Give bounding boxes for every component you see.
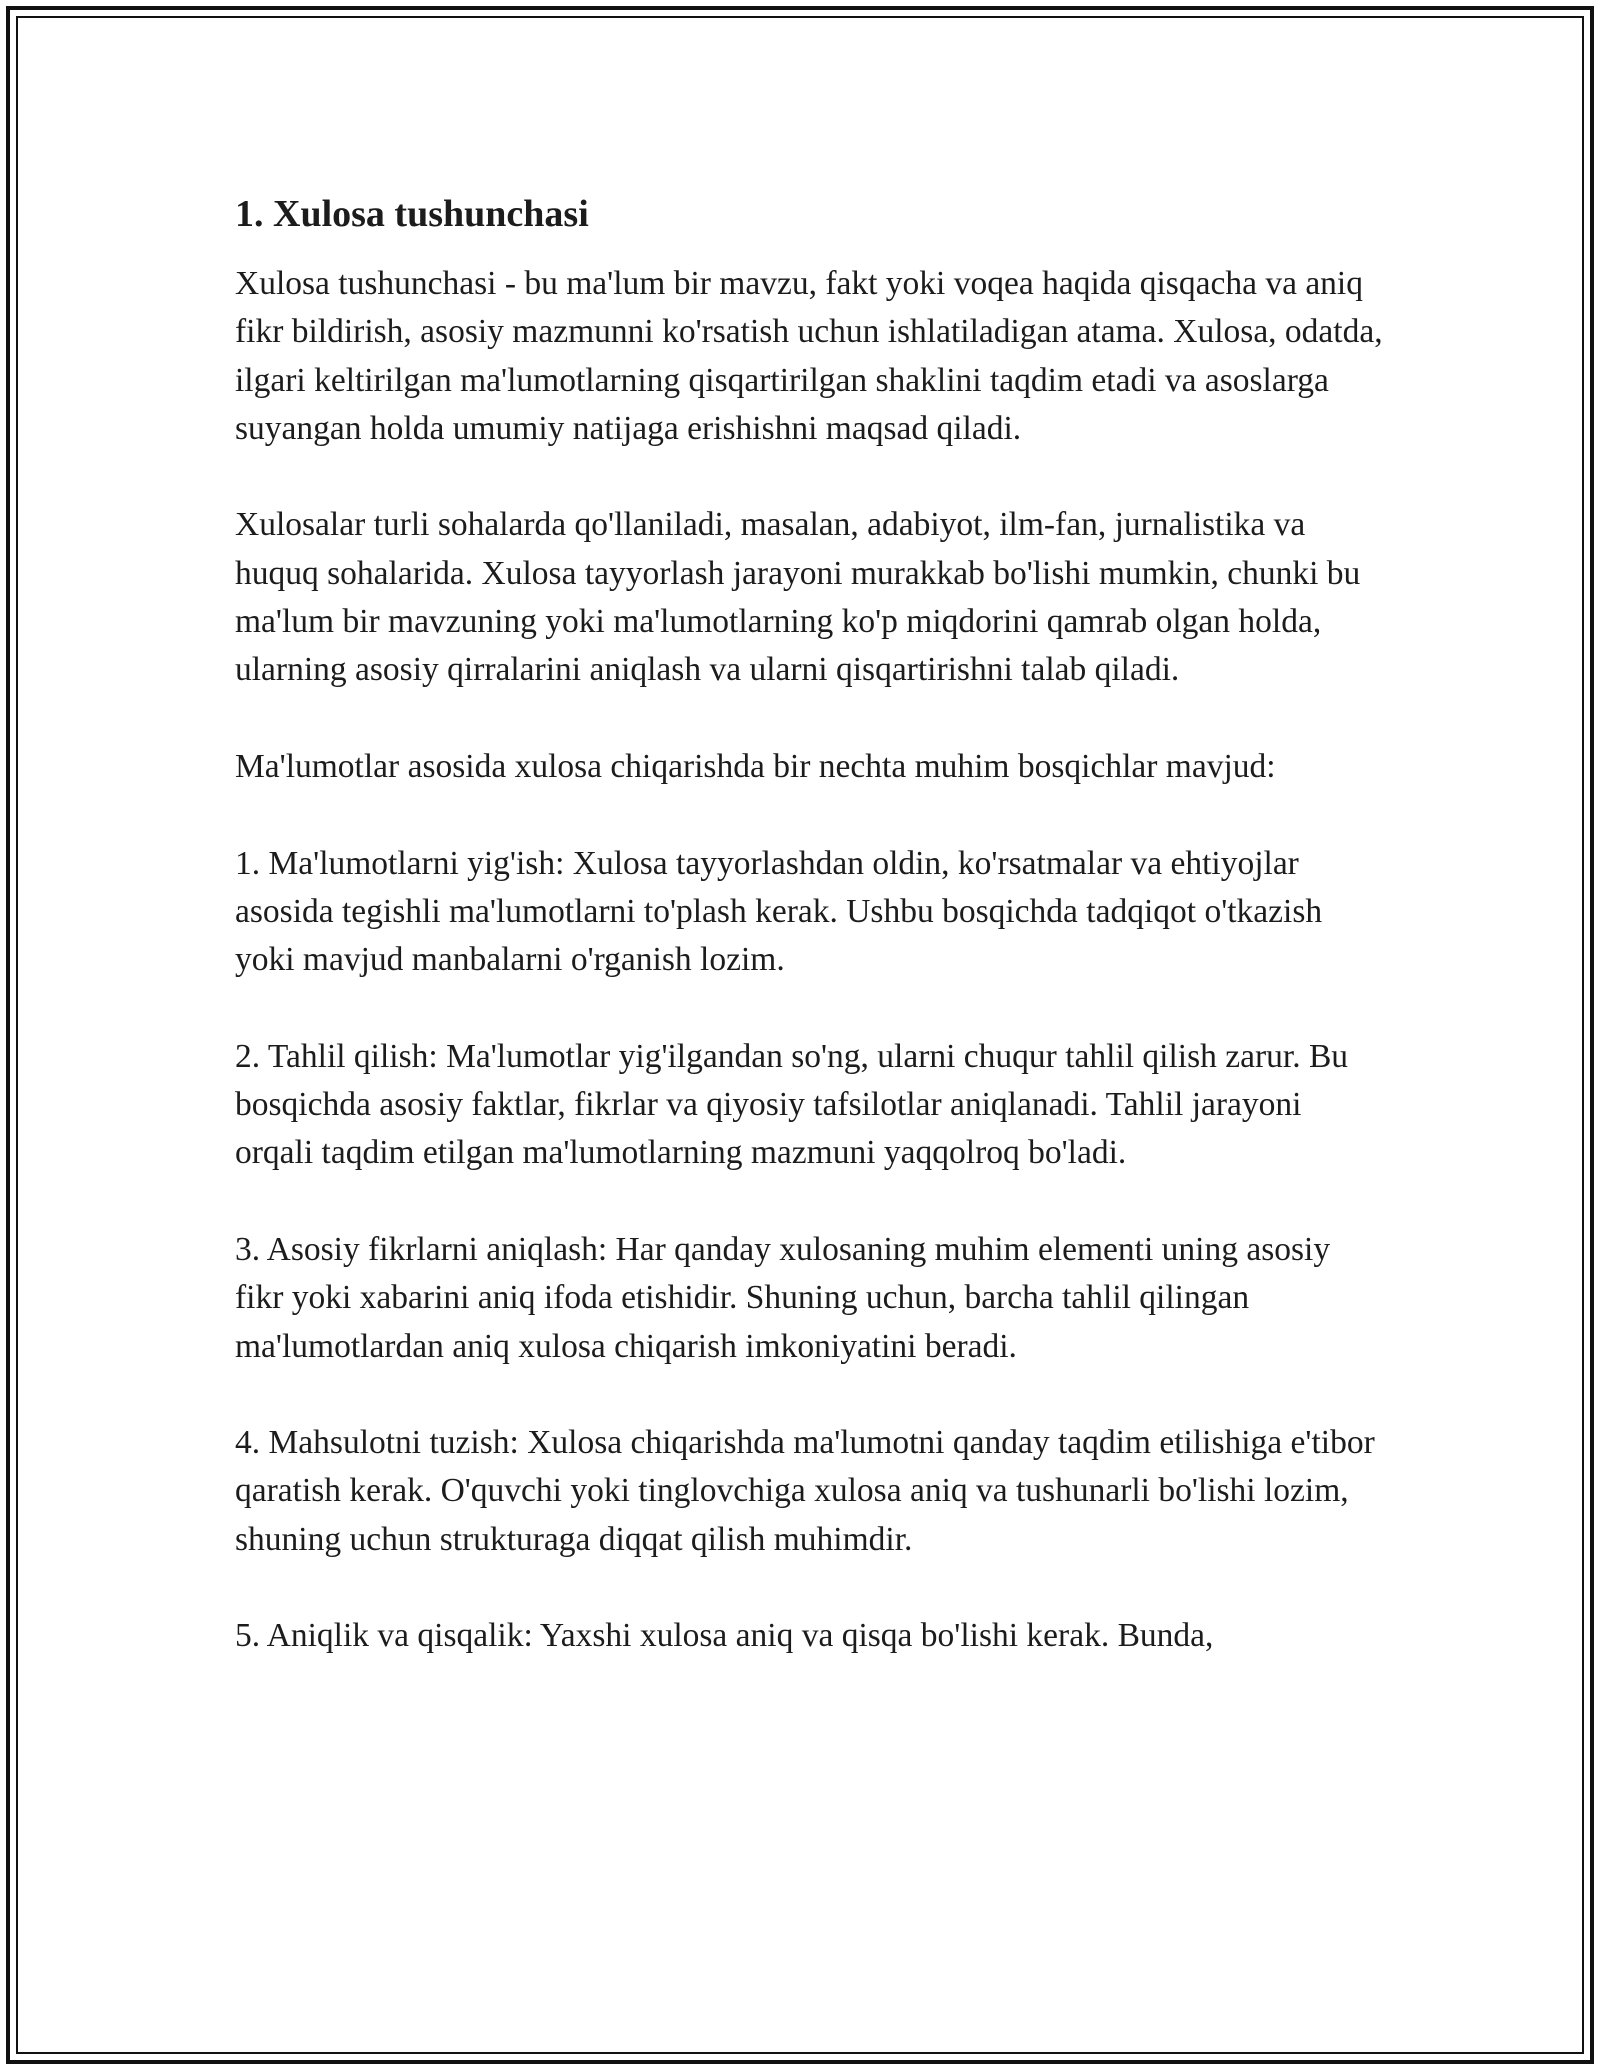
list-item-stage-4: 4. Mahsulotni tuzish: Xulosa chiqarishda ma'lumotni qanday taqdim etilishiga e'tibor qaratish kerak. O'quvchi yoki tinglovchiga xulosa aniq va tushunarli bo'lishi lozim, shuning uchun strukturaga diqqat qilish muhimdir. [235, 1424, 1375, 1558]
section-heading: 1. Xulosa tushunchasi [235, 193, 589, 235]
paragraph-usage: Xulosalar turli sohalarda qo'llaniladi, masalan, adabiyot, ilm-fan, jurnalistika va huquq sohalarida. Xulosa tayyorlash jarayoni murakkab bo'lishi mumkin, chunki bu ma'lum bir mavzuning yoki ma'lumotlarning ko'p miqdorini qamrab olgan holda, ularning asosiy qirralarini aniqlash va ularni qisqartirishni talab qiladi. [235, 506, 1361, 689]
document-body [235, 188, 1385, 1709]
list-item-stage-2: 2. Tahlil qilish: Ma'lumotlar yig'ilgandan so'ng, ularni chuqur tahlil qilish zarur. Bu bosqichda asosiy faktlar, fikrlar va qiyosiy tafsilotlar aniqlanadi. Tahlil jarayoni orqali taqdim etilgan ma'lumotlarning mazmuni yaqqolroq bo'ladi. [235, 1037, 1349, 1172]
paragraph-definition: Xulosa tushunchasi - bu ma'lum bir mavzu, fakt yoki voqea haqida qisqacha va aniq fikr bildirish, asosiy mazmunni ko'rsatish uchun ishlatiladigan atama. Xulosa, odatda, ilgari keltirilgan ma'lumotlarning qisqartirilgan shaklini taqdim etadi va asoslarga suyangan holda umumiy natijaga erishishni maqsad qiladi. [235, 265, 1383, 447]
paragraph-stages-intro: Ma'lumotlar asosida xulosa chiqarishda bir nechta muhim bosqichlar mavjud: [235, 747, 1276, 785]
list-item-stage-1: 1. Ma'lumotlarni yig'ish: Xulosa tayyorlashdan oldin, ko'rsatmalar va ehtiyojlar asosida tegishli ma'lumotlarni to'plash kerak. Ushbu bosqichda tadqiqot o'tkazish yoki mavjud manbalarni o'rganish lozim. [235, 844, 1323, 979]
list-item-stage-5: 5. Aniqlik va qisqalik: Yaxshi xulosa aniq va qisqa bo'lishi kerak. Bunda, [235, 1617, 1214, 1655]
list-item-stage-3: 3. Asosiy fikrlarni aniqlash: Har qanday xulosaning muhim elementi uning asosiy fikr yoki xabarini aniq ifoda etishidir. Shuning uchun, barcha tahlil qilingan ma'lumotlardan aniq xulosa chiqarish imkoniyatini beradi. [235, 1230, 1331, 1365]
